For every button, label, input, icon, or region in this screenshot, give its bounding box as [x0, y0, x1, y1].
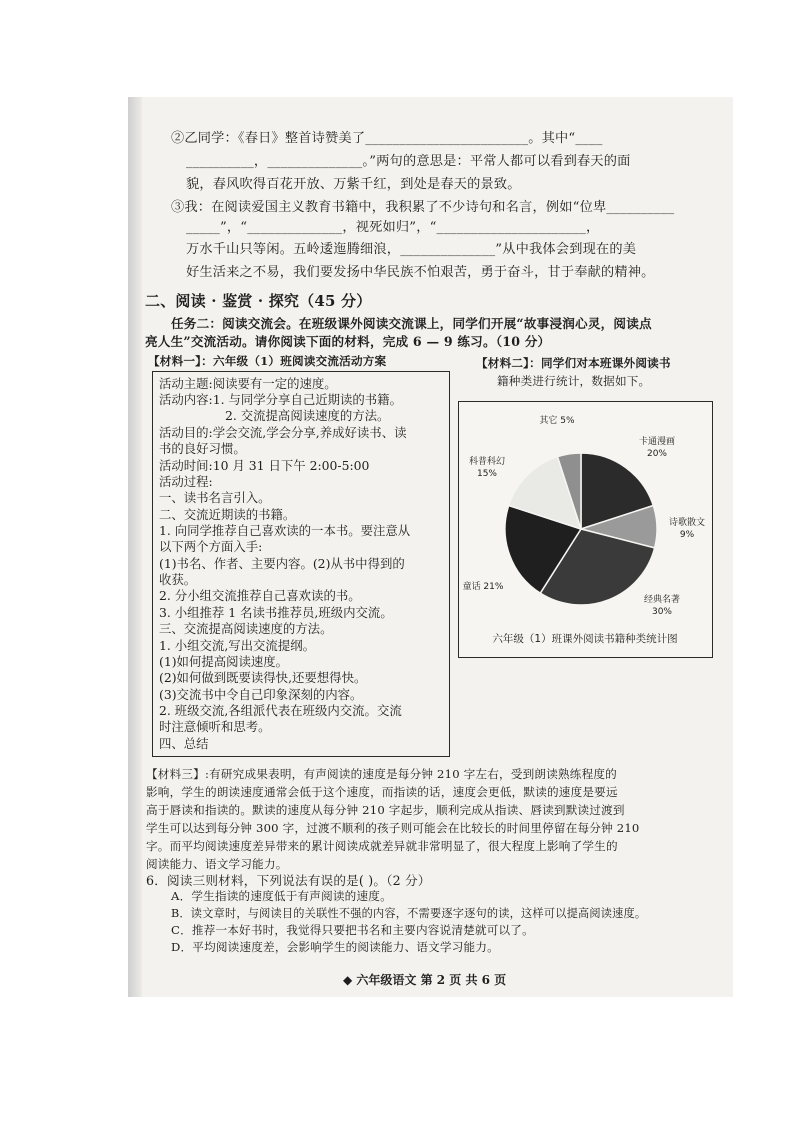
slice-percent-label: 15% [476, 469, 498, 479]
material3-line: 高于唇读和指读的。默读的速度从每分钟 210 字起步，顺利完成从指读、唇读到默读过渡到 [146, 803, 625, 817]
slice-percent-label: 20% [646, 449, 668, 459]
top-line-4: ③我：在阅读爱国主义教育书籍中，我积累了不少诗句和名言，例如“位卑__________ [171, 200, 675, 215]
plan-line: 2. 交流提高阅读速度的方法。 [225, 408, 390, 423]
task-line-2: 亮人生”交流活动。请你阅读下面的材料，完成 6 — 9 练习。（10 分） [145, 334, 551, 349]
plan-line: 三、交流提高阅读速度的方法。 [159, 621, 333, 636]
page-footer: ◆ 六年级语文 第 2 页 共 6 页 [343, 973, 507, 987]
option-b[interactable]: B．读文章时，与阅读目的关联性不强的内容，不需要逐字逐句的读，这样可以提高阅读速度。 [171, 907, 647, 920]
top-line-2: __________，______________。”两句的意思是：平常人都可以看到春天的面 [186, 154, 631, 169]
plan-line: 书的良好习惯。 [159, 441, 246, 456]
material2-label-1: 【材料二】：同学们对本班课外阅读书 [476, 356, 671, 370]
plan-line: 二、交流近期读的书籍。 [159, 507, 296, 522]
option-c[interactable]: C．推荐一本好书时，我觉得只要把书名和主要内容说清楚就可以了。 [171, 923, 534, 937]
plan-line: 1. 小组交流,写出交流提纲。 [159, 638, 315, 653]
plan-line: 四、总结 [159, 736, 209, 751]
plan-line: 2. 分小组交流推荐自己喜欢读的书。 [159, 588, 361, 603]
question-6-stem: 6．阅读三则材料，下列说法有误的是( )。（2 分） [146, 873, 431, 888]
top-line-1: ②乙同学：《春日》整首诗赞美了________________________。其中“____ [171, 131, 603, 146]
top-line-7: 好生活来之不易，我们要发扬中华民族不怕艰苦，勇于奋斗，甘于奉献的精神。 [186, 265, 655, 280]
slice-percent-label: 9% [679, 530, 695, 540]
slice-percent-label: 30% [651, 607, 673, 617]
plan-line: (3)交流书中令自己印象深刻的内容。 [159, 687, 363, 702]
material2-label-2: 籍种类进行统计，数据如下。 [497, 374, 651, 388]
task-line-1: 任务二：阅读交流会。在班级课外阅读交流课上，同学们开展“故事浸润心灵，阅读点 [171, 316, 652, 331]
plan-line: 以下两个方面入手: [159, 539, 263, 554]
slice-label: 童话 21% [462, 582, 504, 592]
option-d[interactable]: D．平均阅读速度差，会影响学生的阅读能力、语文学习能力。 [171, 940, 499, 954]
option-a[interactable]: A．学生指读的速度低于有声阅读的速度。 [171, 889, 392, 903]
plan-line: 活动目的:学会交流,学会分享,养成好读书、读 [159, 425, 407, 440]
top-line-3: 貌，春风吹得百花开放、万紫千红，到处是春天的景致。 [186, 177, 521, 192]
plan-line: (1)书名、作者、主要内容。(2)从书中得到的 [159, 556, 405, 571]
plan-line: 2. 班级交流,各组派代表在班级内交流。交流 [159, 703, 402, 718]
material3-line: 影响，学生的朗读速度通常会低于这个速度，而指读的话，速度会更低，默读的速度是要远 [146, 785, 618, 799]
pie-chart [459, 402, 712, 657]
plan-line: (2)如何做到既要读得快,还要想得快。 [159, 670, 367, 685]
top-line-5: _____”，“______________，视死如归”，“______________________， [186, 220, 600, 235]
section-heading: 二、阅读 · 鉴赏 · 探究（45 分） [145, 292, 372, 310]
plan-line: 活动过程: [159, 474, 213, 489]
paper-edge-shadow [128, 97, 142, 997]
plan-line: 1. 向同学推荐自己喜欢读的一本书。要注意从 [159, 523, 411, 538]
plan-line: 时注意倾听和思考。 [159, 719, 271, 734]
plan-line: 活动内容:1. 与同学分享自己近期读的书籍。 [159, 392, 402, 407]
material3-line: 【材料三】:有研究成果表明，有声阅读的速度是每分钟 210 字左右，受到朗读熟练程度的 [146, 767, 617, 781]
chart-title: 六年级（1）班课外阅读书籍种类统计图 [492, 633, 678, 645]
pie-chart-panel [458, 401, 713, 658]
plan-line: 收获。 [159, 572, 197, 587]
plan-line: 活动主题:阅读要有一定的速度。 [159, 376, 337, 391]
plan-line: (1)如何提高阅读速度。 [159, 654, 289, 669]
material3-line: 学生可以达到每分钟 300 字，过渡不顺利的孩子则可能会在比较长的时间里停留在每分钟 210 [146, 821, 640, 835]
slice-label: 科普科幻 [468, 457, 506, 467]
slice-label: 诗歌散文 [668, 518, 706, 528]
slice-label: 卡通漫画 [638, 437, 676, 447]
material1-label: 【材料一】：六年级（1）班阅读交流活动方案 [148, 354, 387, 368]
top-line-6: 万水千山只等闲。五岭逶迤腾细浪，______________”从中我体会到现在的美 [186, 242, 637, 257]
plan-line: 一、读书名言引入。 [159, 490, 271, 505]
activity-plan-box [152, 371, 450, 757]
plan-line: 3. 小组推荐 1 名读书推荐员,班级内交流。 [159, 605, 393, 620]
slice-label: 其它 5% [539, 416, 575, 426]
slice-label: 经典名著 [643, 595, 681, 605]
material3-line: 字。而平均阅读速度差异带来的累计阅读成就差异就非常明显了，很大程度上影响了学生的 [146, 839, 618, 853]
plan-line: 活动时间:10 月 31 日下午 2:00-5:00 [159, 458, 370, 473]
material3-line: 阅读能力、语文学习能力。 [146, 857, 288, 871]
